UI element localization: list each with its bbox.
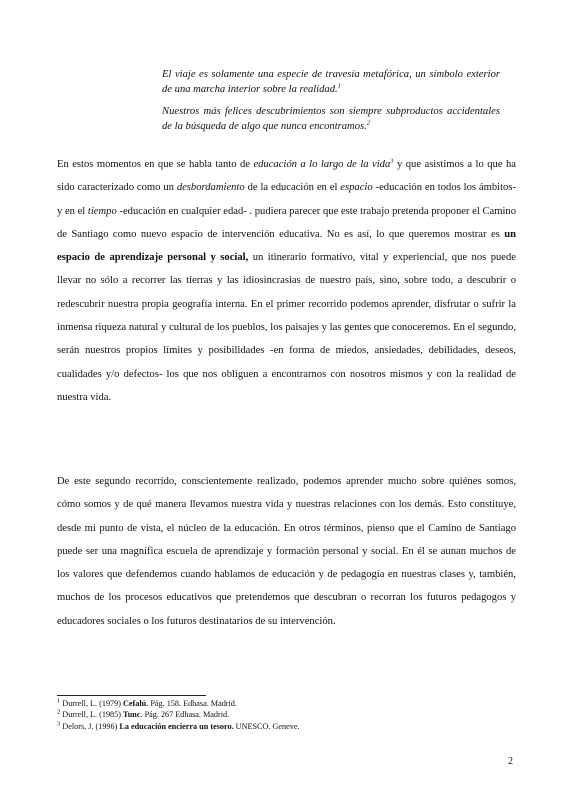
footnote-number: 3 [57,719,61,727]
italic-text: tiempo [87,205,117,217]
page-number: 2 [508,756,513,767]
footnote-title: Tunc [123,710,141,720]
text-run: -educación en cualquier edad- . pudiera parecer que este trabajo pretenda proponer el Camino de Santiago como nuevo espacio de intervención educativa. No es así, lo que queremos mostrar es [57,205,517,240]
epigraph-2 [162,105,500,134]
italic-text: desbordamiento [176,182,245,194]
epigraph-1 [162,68,500,97]
footnote-title: Cefalú [123,699,147,708]
text-run: un itinerario formativo, vital y experiencial, que nos puede llevar no sólo a recorrer las tierras y las idiosincrasias de nuestro país, sino, sobre todo, a descubrir o redescubrir nuestra propia geografía interna. En el primer recorrido podemos aprender, disfrutar o sufrir la inmensa riqueza natural y cultural de los pueblos, los paisajes y las gentes que conoceremos. En el segundo, serán nuestros propios límites y posibilidades -en forma de miedos, ansiedades, debilidades, deseos, cualidades y/o defectos- los que nos obliguen a encontrarnos con nosotros mismos y con la realidad de nuestra vida. [57,252,516,403]
footnote-text: Durrell, L. (1985) [60,710,124,720]
body-paragraph-2: De este segundo recorrido, conscientemente realizado, podemos aprender mucho sobre quiénes somos, cómo somos y de qué manera llevamos nuestra vida y nuestras relaciones con los demás. Esto constituye, desde mi punto de vista, el núcleo de la educación. En otros términos, pienso que el Camino de Santiago puede ser una magnífica escuela de aprendizaje y formación personal y social. En él se aunan muchos de los valores que defendemos cuando hablamos de educación y de pedagogía en nuestras clases y, también, muchos de los procesos educativos que pretendemos que descubran o recorran los futuros pedagogos y educadores sociales o los futuros destinatarios de su intervención. [57,476,516,627]
footnote-ref[interactable]: 2 [366,118,371,126]
footnote-text: UNESCO. Geneve. [233,721,300,731]
footnote-number: 2 [57,708,61,716]
footnote-number: 1 [57,697,61,705]
epigraph-text: El viaje es solamente una especie de travesía metafórica, un símbolo exterior de una marcha interior sobre la realidad. [162,69,500,95]
footnote-divider [57,695,206,696]
body-paragraph-1 [57,153,516,409]
epigraph-text: Nuestros más felices descubrimientos son siempre subproductos accidentales de la búsqueda de algo que nunca encontramos. [162,106,500,132]
footnote-title: La educación encierra un tesoro. [119,721,234,731]
text-run: y que asistimos a lo que ha sido caracterizado como un [57,159,516,194]
footnote-3 [57,721,477,732]
footnotes [57,698,477,732]
bold-text: un espacio de aprendizaje personal y social, [57,228,516,264]
footnote-text: Delors, J. (1996) [60,721,120,731]
italic-text: espacio [340,182,373,194]
footnote-text: . Pág. 267 Edhasa. Madrid. [140,710,230,720]
text-run: de la educación en el [244,182,341,194]
footnote-2 [57,709,477,720]
footnote-1 [57,698,477,709]
text-run: -educación en todos los ámbitos- y en el [57,182,516,217]
text-run: En estos momentos en que se habla tanto de [57,159,254,170]
footnote-text: . Pág. 158. Edhasa. Madrid. [146,699,237,708]
footnote-ref[interactable]: 1 [337,81,341,89]
footnote-ref[interactable]: 3 [390,157,394,165]
italic-text: educación a lo largo de la vida [253,159,391,170]
footnote-text: Durrell, L. (1979) [60,699,124,708]
